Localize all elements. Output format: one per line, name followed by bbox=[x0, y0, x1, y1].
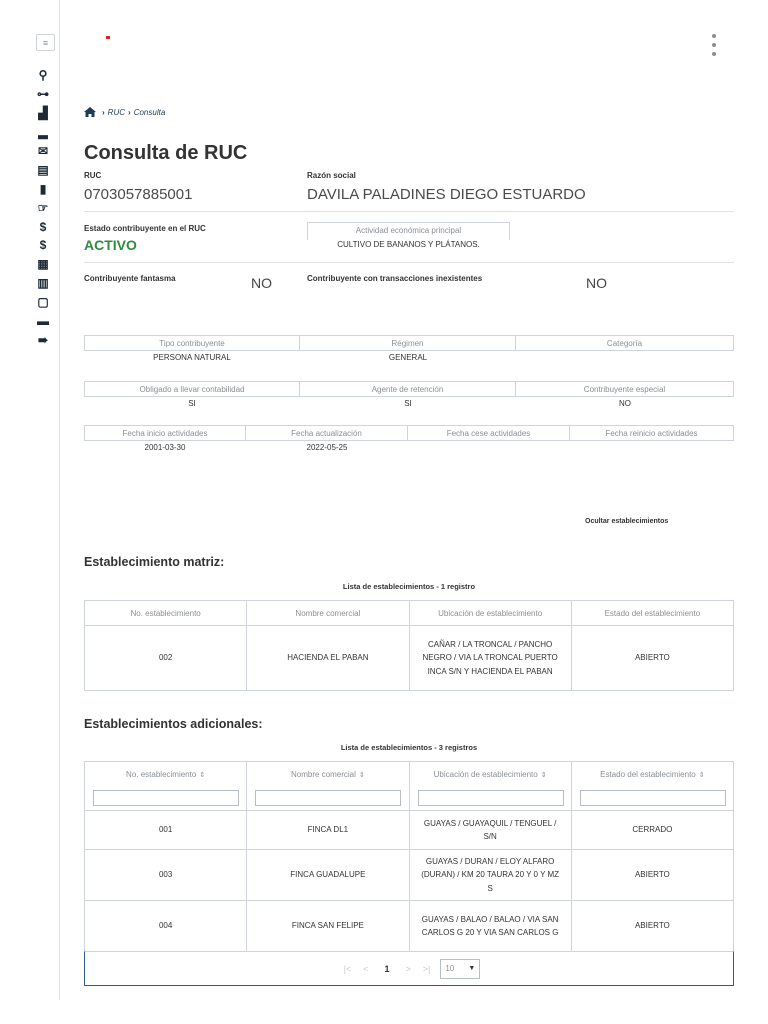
table-row bbox=[85, 811, 734, 850]
grid-value bbox=[408, 441, 570, 455]
filter-cell bbox=[85, 787, 247, 811]
grid-header: Régimen bbox=[299, 335, 516, 351]
previous-page-button[interactable]: < bbox=[363, 963, 369, 974]
rows-per-page-select[interactable] bbox=[440, 959, 480, 979]
file-icon[interactable]: ▮ bbox=[39, 181, 47, 196]
rows-per-page-value: 10 bbox=[445, 964, 455, 973]
grid-value: NO bbox=[619, 399, 631, 408]
additional-establishments-caption: Lista de establecimientos - 3 registros bbox=[340, 743, 478, 752]
column-header: No. establecimiento bbox=[85, 601, 247, 626]
main-establishment-caption: Lista de establecimientos - 1 registro bbox=[342, 582, 476, 591]
column-header-sortable[interactable] bbox=[409, 762, 571, 787]
establishment-status: ABIERTO bbox=[571, 901, 733, 952]
grid-header: Fecha cese actividades bbox=[407, 425, 570, 441]
main-establishment-table bbox=[84, 600, 734, 691]
page-title: Consulta de RUC bbox=[84, 142, 248, 164]
grid-header: Categoría bbox=[515, 335, 734, 351]
breadcrumb-item-ruc[interactable]: RUC bbox=[107, 107, 126, 117]
sort-icon[interactable]: ⇕ bbox=[358, 771, 365, 779]
grid-value: GENERAL bbox=[388, 353, 428, 362]
filter-input-number[interactable] bbox=[93, 790, 239, 806]
key-icon[interactable]: ⊶ bbox=[37, 87, 49, 102]
filter-input-status[interactable] bbox=[580, 790, 726, 806]
grid-value: SI bbox=[404, 399, 412, 408]
chevron-right-icon: › bbox=[102, 107, 105, 117]
sort-icon[interactable]: ⇕ bbox=[540, 771, 547, 779]
filter-input-location[interactable] bbox=[418, 790, 564, 806]
main-establishment-title: Establecimiento matriz: bbox=[84, 555, 225, 569]
grid-header: Fecha inicio actividades bbox=[84, 425, 246, 441]
sort-icon[interactable]: ⇕ bbox=[698, 771, 705, 779]
grid-value: 2022-05-25 bbox=[306, 443, 348, 452]
document-list-icon[interactable]: ▤ bbox=[37, 162, 49, 177]
last-page-button[interactable]: >| bbox=[422, 963, 431, 974]
additional-establishments-table bbox=[84, 761, 734, 952]
establishment-status: ABIERTO bbox=[571, 850, 733, 901]
column-header: Nombre comercial bbox=[247, 601, 409, 626]
table-row bbox=[85, 626, 734, 691]
commercial-name: FINCA DL1 bbox=[247, 811, 409, 850]
grid-header: Fecha actualización bbox=[245, 425, 408, 441]
breadcrumb-item-consulta: Consulta bbox=[133, 107, 166, 117]
table-row bbox=[85, 850, 734, 901]
phantom-value: NO bbox=[251, 275, 272, 291]
column-header-label: Ubicación de establecimiento bbox=[433, 769, 538, 779]
establishment-location: GUAYAS / BALAO / BALAO / VIA SAN CARLOS G 20 Y VIA SAN CARLOS G bbox=[409, 901, 571, 952]
establishment-location: GUAYAS / GUAYAQUIL / TENGUEL / S/N bbox=[409, 811, 571, 850]
handshake-icon[interactable]: ☞ bbox=[37, 200, 49, 215]
grid-header: Agente de retención bbox=[299, 381, 516, 397]
column-header-label: Estado del establecimiento bbox=[600, 769, 696, 779]
commercial-name: FINCA GUADALUPE bbox=[247, 850, 409, 901]
activity-value: CULTIVO DE BANANOS Y PLÁTANOS. bbox=[337, 240, 480, 249]
filter-cell bbox=[409, 787, 571, 811]
grid-value bbox=[570, 441, 734, 455]
money-hand-icon[interactable]: ▦ bbox=[37, 257, 49, 272]
current-page-button[interactable]: 1 bbox=[384, 963, 390, 974]
file-refresh-icon[interactable]: ▢ bbox=[37, 295, 49, 310]
grid-header: Obligado a llevar contabilidad bbox=[84, 381, 300, 397]
truck-arrow-icon[interactable]: ➠ bbox=[37, 332, 49, 347]
commercial-name: HACIENDA EL PABAN bbox=[247, 626, 409, 691]
grid-header: Contribuyente especial bbox=[515, 381, 734, 397]
establishment-number: 003 bbox=[85, 850, 247, 901]
first-page-button[interactable]: |< bbox=[343, 963, 352, 974]
business-name-value: DAVILA PALADINES DIEGO ESTUARDO bbox=[307, 186, 586, 203]
status-label: Estado contribuyente en el RUC bbox=[84, 224, 206, 233]
dollar-icon[interactable]: $ bbox=[39, 219, 47, 234]
home-icon[interactable] bbox=[84, 107, 96, 117]
establishment-status: CERRADO bbox=[571, 811, 733, 850]
sort-icon[interactable]: ⇕ bbox=[199, 771, 206, 779]
column-header: Ubicación de establecimiento bbox=[409, 601, 571, 626]
car-icon[interactable]: ▬ bbox=[37, 314, 49, 329]
grid-header: Fecha reinicio actividades bbox=[569, 425, 734, 441]
dollar-circle-icon[interactable]: $ bbox=[39, 238, 47, 253]
commercial-name: FINCA SAN FELIPE bbox=[247, 901, 409, 952]
phantom-label: Contribuyente fantasma bbox=[84, 274, 176, 283]
establishment-number: 001 bbox=[85, 811, 247, 850]
menu-toggle-icon[interactable]: ≡ bbox=[36, 34, 55, 51]
search-icon[interactable]: ⚲ bbox=[38, 68, 48, 83]
nonexistent-transactions-label: Contribuyente con transacciones inexistentes bbox=[307, 274, 483, 283]
activity-label: Actividad económica principal bbox=[307, 222, 510, 240]
sidebar-icon-list bbox=[30, 66, 56, 349]
column-header-label: No. establecimiento bbox=[126, 769, 197, 779]
info-grid-type bbox=[84, 335, 734, 365]
table-row bbox=[85, 901, 734, 952]
next-page-button[interactable]: > bbox=[405, 963, 411, 974]
establishment-number: 004 bbox=[85, 901, 247, 952]
establishment-location: CAÑAR / LA TRONCAL / PANCHO NEGRO / VIA LA TRONCAL PUERTO INCA S/N Y HACIENDA EL PABAN bbox=[409, 626, 571, 691]
establishment-number: 002 bbox=[85, 626, 247, 691]
filter-input-commercial-name[interactable] bbox=[255, 790, 401, 806]
establishment-status: ABIERTO bbox=[571, 626, 733, 691]
column-header-sortable[interactable] bbox=[571, 762, 733, 787]
nonexistent-transactions-value: NO bbox=[586, 275, 607, 291]
logo-mark bbox=[106, 36, 110, 39]
cash-register-icon[interactable]: ▂ bbox=[38, 125, 48, 140]
building-icon[interactable]: ▟ bbox=[38, 106, 48, 121]
grid-value: 2001-03-30 bbox=[144, 443, 186, 452]
status-value: ACTIVO bbox=[84, 237, 137, 253]
info-grid-obligations bbox=[84, 381, 734, 411]
column-header-sortable[interactable] bbox=[247, 762, 409, 787]
info-grid-dates bbox=[84, 425, 734, 455]
filter-cell bbox=[571, 787, 733, 811]
paginator bbox=[84, 951, 734, 986]
ruc-value: 0703057885001 bbox=[84, 186, 193, 203]
caret-down-icon: ▼ bbox=[468, 965, 476, 972]
more-options-icon[interactable] bbox=[710, 34, 718, 56]
divider bbox=[84, 262, 734, 263]
grid-value: SI bbox=[188, 399, 196, 408]
divider bbox=[84, 211, 734, 212]
grid-header: Tipo contribuyente bbox=[84, 335, 300, 351]
grid-value: PERSONA NATURAL bbox=[153, 353, 231, 362]
column-header-label: Nombre comercial bbox=[290, 769, 356, 779]
business-name-label: Razón social bbox=[307, 171, 356, 180]
ruc-label: RUC bbox=[84, 171, 102, 180]
chevron-right-icon: › bbox=[128, 107, 131, 117]
establishment-location: GUAYAS / DURAN / ELOY ALFARO (DURAN) / KM 20 TAURA 20 Y 0 Y MZ S bbox=[409, 850, 571, 901]
filter-cell bbox=[247, 787, 409, 811]
grid-value bbox=[516, 351, 734, 365]
hide-establishments-link[interactable]: Ocultar establecimientos bbox=[585, 518, 669, 525]
additional-establishments-title: Establecimientos adicionales: bbox=[84, 717, 263, 731]
invoice-icon[interactable]: ▥ bbox=[37, 276, 49, 291]
column-header: Estado del establecimiento bbox=[571, 601, 733, 626]
envelope-open-icon[interactable]: ✉ bbox=[37, 144, 49, 158]
sidebar bbox=[0, 0, 60, 1000]
breadcrumb bbox=[84, 107, 165, 117]
column-header-sortable[interactable] bbox=[85, 762, 247, 787]
